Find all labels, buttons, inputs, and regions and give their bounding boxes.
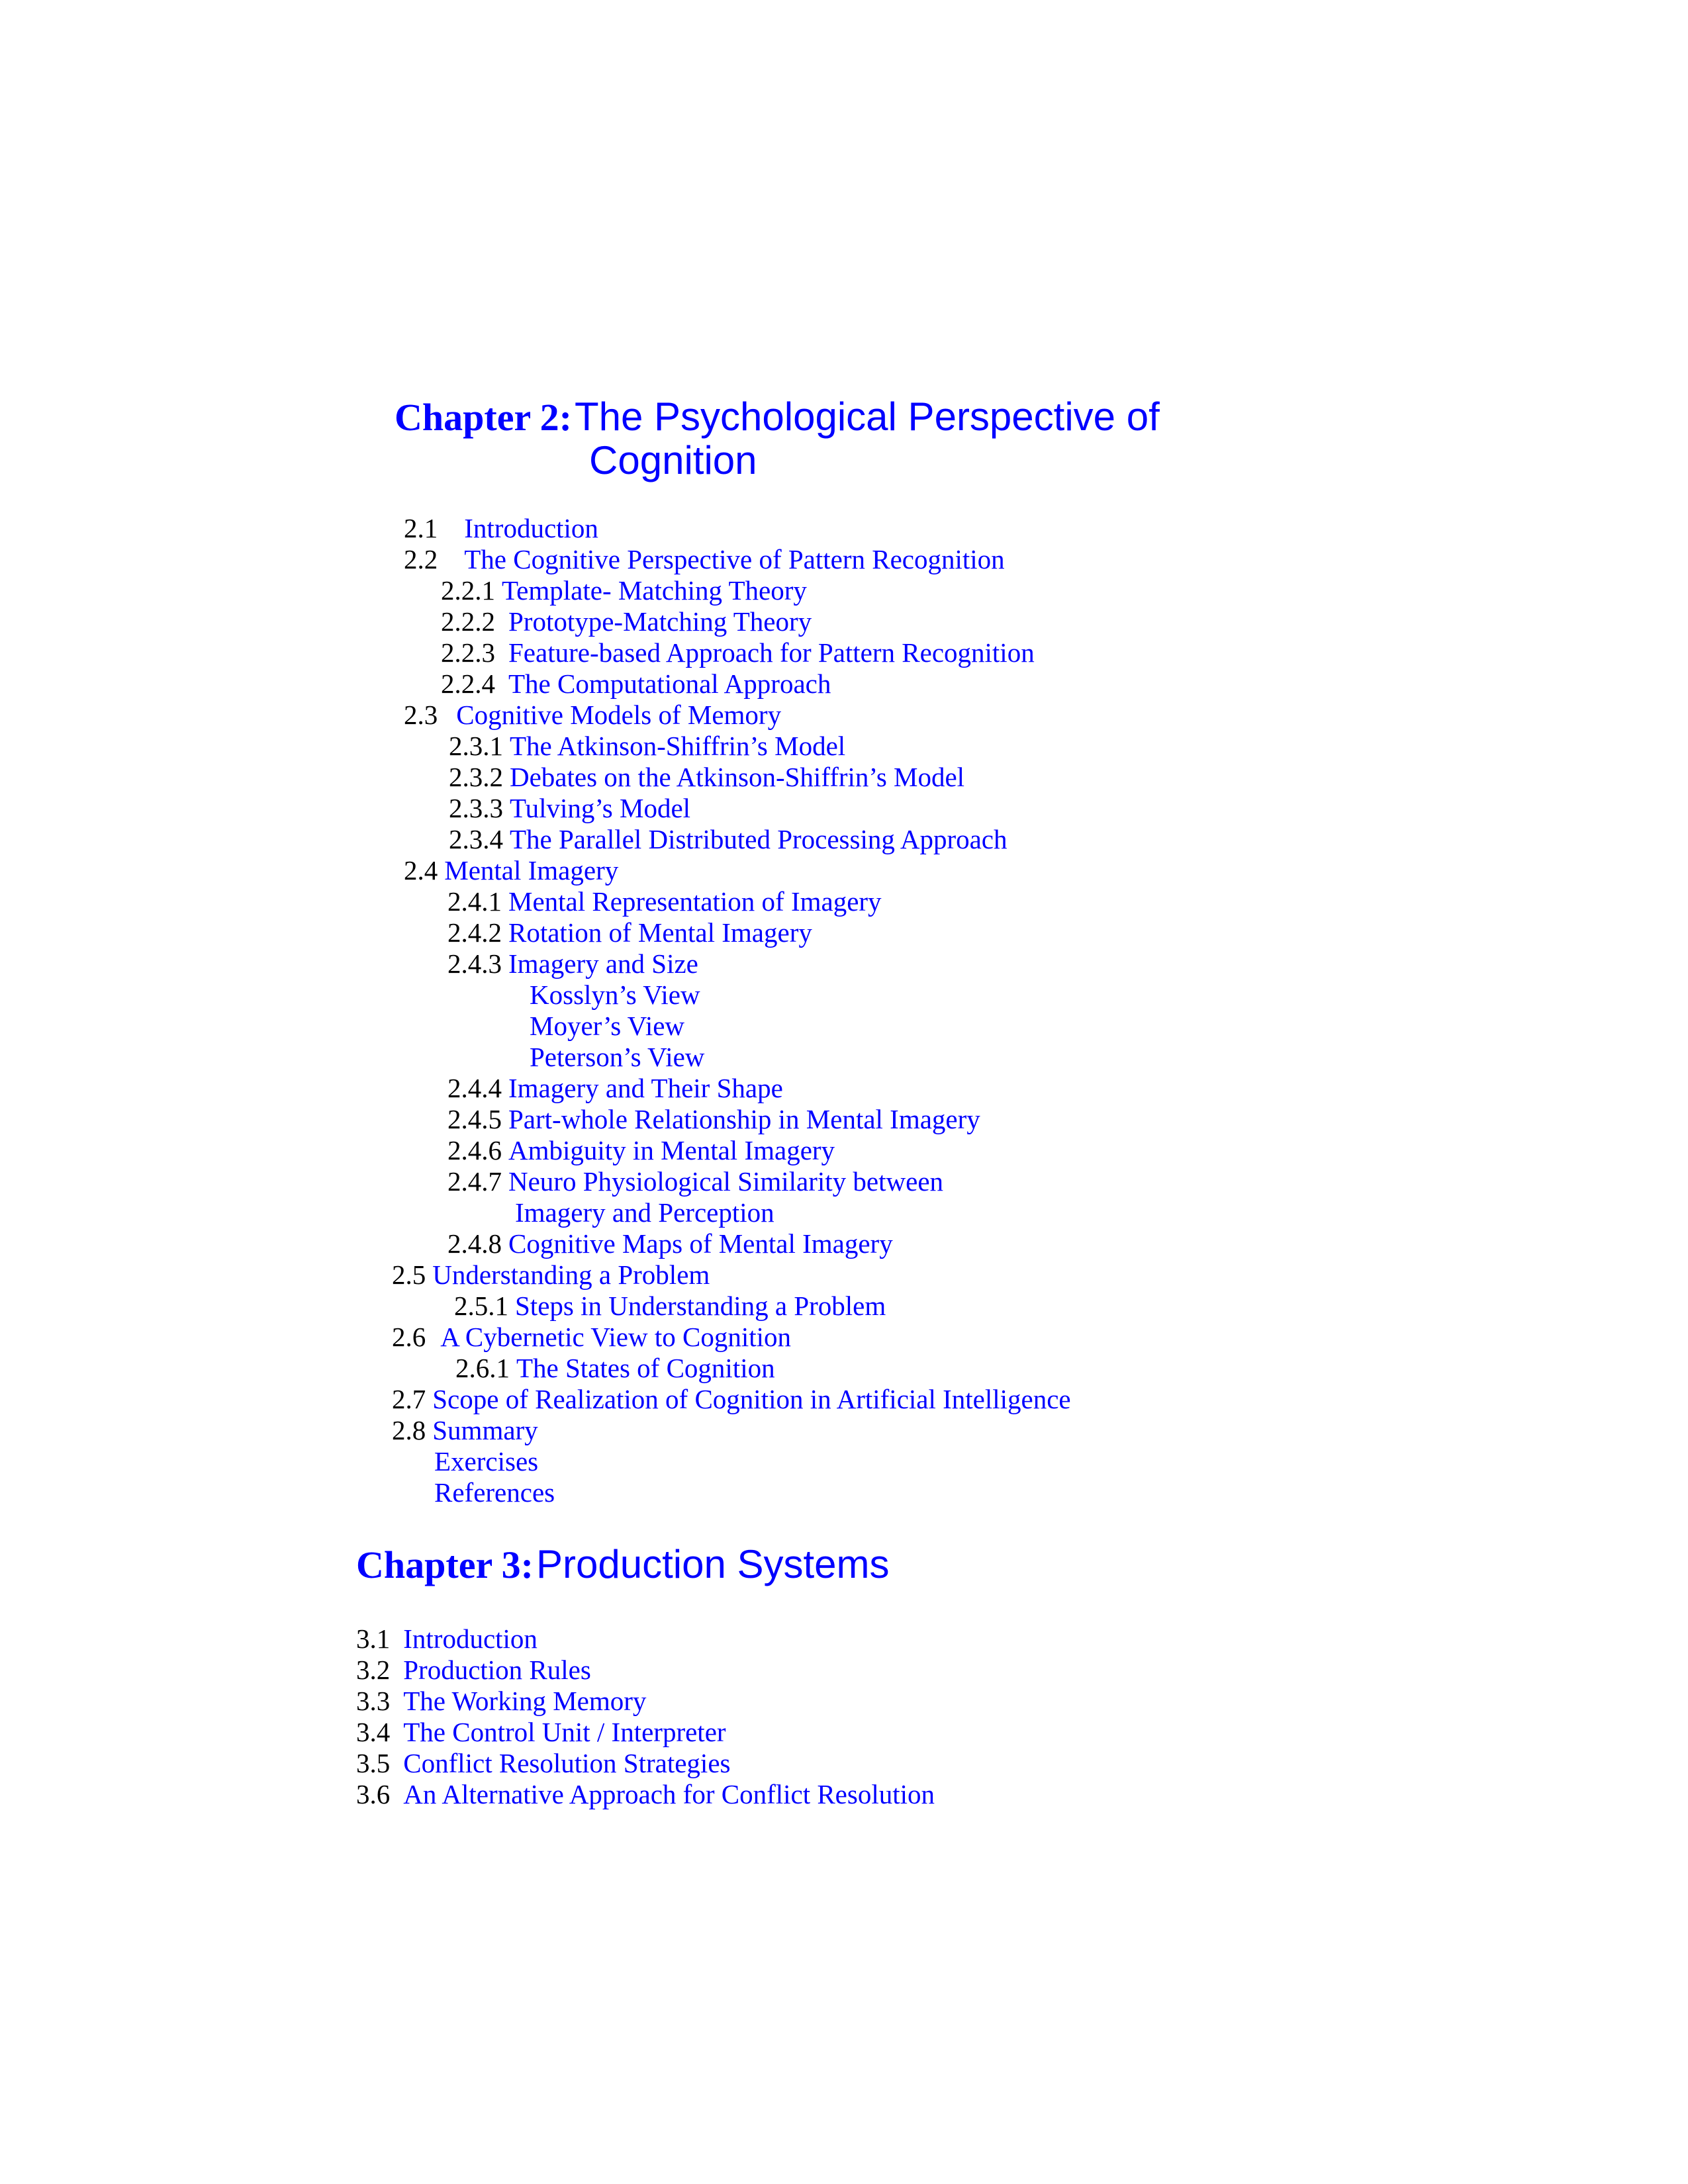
toc-entry-link[interactable]: Imagery and Their Shape [508, 1073, 783, 1103]
toc-entry-link[interactable]: The Computational Approach [508, 668, 831, 699]
toc-entry-number: 2.3.4 [449, 824, 503, 854]
toc-entry-link[interactable]: Kosslyn’s View [530, 979, 700, 1010]
toc-entry-number: 2.2.4 [441, 668, 495, 699]
toc-entry-number: 2.3.1 [449, 731, 503, 761]
toc-entry-2-2-1[interactable] [441, 577, 807, 604]
chapter-3-label: Chapter 3: [356, 1543, 534, 1586]
toc-entry-link[interactable]: The States of Cognition [516, 1353, 775, 1383]
toc-entry-moyer-view[interactable] [530, 1013, 684, 1040]
toc-entry-link[interactable]: Tulving’s Model [510, 793, 691, 823]
toc-entry-2-4-6[interactable] [447, 1137, 835, 1164]
toc-entry-number: 3.2 [356, 1655, 391, 1685]
toc-entry-3-5[interactable] [356, 1750, 730, 1777]
toc-entry-number: 2.4.7 [447, 1166, 502, 1197]
chapter-2-title-continued: Cognition [589, 438, 757, 482]
toc-entry-references[interactable] [434, 1479, 555, 1506]
toc-entry-3-1[interactable] [356, 1625, 538, 1653]
toc-entry-link[interactable]: Cognitive Maps of Mental Imagery [508, 1228, 893, 1259]
toc-entry-link[interactable]: The Cognitive Perspective of Pattern Recognition [464, 544, 1005, 574]
toc-entry-number: 3.5 [356, 1748, 391, 1778]
chapter-3-title: Production Systems [536, 1542, 890, 1586]
toc-entry-link[interactable]: Cognitive Models of Memory [456, 700, 782, 730]
toc-entry-link[interactable]: Introduction [403, 1623, 538, 1654]
toc-entry-link[interactable]: Neuro Physiological Similarity between [508, 1166, 944, 1197]
toc-entry-exercises[interactable] [434, 1448, 538, 1475]
toc-entry-kosslyn-view[interactable] [530, 981, 700, 1009]
toc-entry-link[interactable]: Prototype-Matching Theory [508, 606, 812, 637]
toc-entry-number: 2.5 [392, 1259, 426, 1290]
toc-entry-number: 2.1 [404, 513, 438, 543]
toc-entry-number: 3.6 [356, 1779, 391, 1809]
toc-entry-link[interactable]: Production Rules [403, 1655, 591, 1685]
toc-entry-link[interactable]: The Atkinson-Shiffrin’s Model [510, 731, 846, 761]
toc-entry-number: 2.4.2 [447, 917, 502, 948]
toc-entry-link[interactable]: The Control Unit / Interpreter [403, 1717, 726, 1747]
toc-entry-2-5-1[interactable] [454, 1293, 886, 1320]
chapter-2-label: Chapter 2: [395, 396, 572, 439]
toc-entry-2-4-5[interactable] [447, 1106, 980, 1133]
toc-entry-2-4-8[interactable] [447, 1230, 893, 1257]
toc-entry-number: 2.5.1 [454, 1291, 508, 1321]
toc-entry-number: 2.4.6 [447, 1135, 502, 1165]
toc-entry-2-4-7-continued[interactable] [515, 1199, 774, 1226]
toc-entry-link[interactable]: Conflict Resolution Strategies [403, 1748, 731, 1778]
toc-entry-peterson-view[interactable] [530, 1044, 704, 1071]
chapter-3-heading [356, 1542, 890, 1586]
toc-entry-2-4-7[interactable] [447, 1168, 943, 1195]
toc-entry-link[interactable]: Scope of Realization of Cognition in Artificial Intelligence [432, 1384, 1071, 1414]
toc-entry-number: 2.3.3 [449, 793, 503, 823]
toc-entry-3-4[interactable] [356, 1719, 726, 1746]
toc-entry-3-2[interactable] [356, 1657, 591, 1684]
toc-entry-number: 2.3.2 [449, 762, 503, 792]
toc-entry-link[interactable]: Rotation of Mental Imagery [508, 917, 812, 948]
toc-entry-link[interactable]: Understanding a Problem [432, 1259, 710, 1290]
chapter-2-heading [395, 394, 1160, 439]
toc-entry-link[interactable]: The Parallel Distributed Processing Approach [510, 824, 1008, 854]
chapter-2-title: The Psychological Perspective of [574, 394, 1160, 439]
toc-entry-number: 2.2.1 [441, 575, 495, 606]
toc-entry-link[interactable]: A Cybernetic View to Cognition [440, 1322, 791, 1352]
toc-entry-2-1[interactable] [404, 515, 598, 542]
toc-entry-2-4-1[interactable] [447, 888, 882, 915]
toc-entry-link[interactable]: Imagery and Perception [515, 1197, 774, 1228]
toc-entry-number: 2.4.5 [447, 1104, 502, 1134]
toc-entry-link[interactable]: Template- Matching Theory [502, 575, 807, 606]
toc-entry-number: 2.6 [392, 1322, 426, 1352]
toc-entry-number: 2.4.3 [447, 948, 502, 979]
toc-entry-link[interactable]: Introduction [464, 513, 598, 543]
toc-entry-number: 2.8 [392, 1415, 426, 1445]
toc-entry-link[interactable]: References [434, 1477, 555, 1508]
toc-entry-number: 2.2.2 [441, 606, 495, 637]
toc-entry-2-4-3[interactable] [447, 950, 698, 978]
toc-entry-2-8[interactable] [392, 1417, 538, 1444]
toc-entry-number: 2.6.1 [455, 1353, 510, 1383]
toc-entry-number: 3.3 [356, 1686, 391, 1716]
toc-entry-link[interactable]: Summary [432, 1415, 538, 1445]
toc-entry-3-6[interactable] [356, 1781, 935, 1808]
toc-entry-2-3-1[interactable] [449, 733, 845, 760]
toc-entry-link[interactable]: The Working Memory [403, 1686, 647, 1716]
toc-entry-2-3-4[interactable] [449, 826, 1008, 853]
toc-entry-2-4[interactable] [404, 857, 618, 884]
toc-entry-number: 2.7 [392, 1384, 426, 1414]
toc-entry-2-5[interactable] [392, 1261, 710, 1289]
toc-entry-number: 2.4.1 [447, 886, 502, 917]
toc-entry-number: 2.4 [404, 855, 438, 886]
toc-entry-link[interactable]: Peterson’s View [530, 1042, 705, 1072]
toc-entry-2-7[interactable] [392, 1386, 1071, 1413]
toc-entry-number: 2.2.3 [441, 637, 495, 668]
toc-entry-2-2-3[interactable] [441, 639, 1035, 666]
toc-entry-link[interactable]: Part-whole Relationship in Mental Imagery [508, 1104, 980, 1134]
toc-entry-link[interactable]: Moyer’s View [530, 1011, 685, 1041]
toc-entry-number: 2.2 [404, 544, 438, 574]
toc-entry-link[interactable]: Feature-based Approach for Pattern Recognition [508, 637, 1035, 668]
toc-entry-2-3-3[interactable] [449, 795, 690, 822]
toc-entry-link[interactable]: Mental Representation of Imagery [508, 886, 882, 917]
toc-entry-number: 3.1 [356, 1623, 391, 1654]
toc-entry-number: 2.3 [404, 700, 438, 730]
toc-entry-link[interactable]: Debates on the Atkinson-Shiffrin’s Model [510, 762, 965, 792]
toc-entry-2-3-2[interactable] [449, 764, 964, 791]
toc-entry-number: 2.4.8 [447, 1228, 502, 1259]
toc-entry-link[interactable]: Mental Imagery [444, 855, 619, 886]
toc-entry-link[interactable]: Ambiguity in Mental Imagery [508, 1135, 835, 1165]
toc-entry-2-6-1[interactable] [455, 1355, 775, 1382]
toc-entry-link[interactable]: Exercises [434, 1446, 539, 1477]
toc-entry-2-2-4[interactable] [441, 670, 831, 698]
toc-entry-2-2-2[interactable] [441, 608, 812, 635]
toc-entry-2-3[interactable] [404, 702, 781, 729]
toc-entry-3-3[interactable] [356, 1688, 646, 1715]
toc-entry-link[interactable]: An Alternative Approach for Conflict Resolution [403, 1779, 935, 1809]
toc-entry-link[interactable]: Steps in Understanding a Problem [515, 1291, 886, 1321]
toc-entry-2-4-4[interactable] [447, 1075, 783, 1102]
toc-entry-number: 2.4.4 [447, 1073, 502, 1103]
toc-entry-2-6[interactable] [392, 1324, 791, 1351]
toc-entry-number: 3.4 [356, 1717, 391, 1747]
toc-entry-2-4-2[interactable] [447, 919, 812, 946]
toc-entry-2-2[interactable] [404, 546, 1005, 573]
toc-entry-link[interactable]: Imagery and Size [508, 948, 698, 979]
